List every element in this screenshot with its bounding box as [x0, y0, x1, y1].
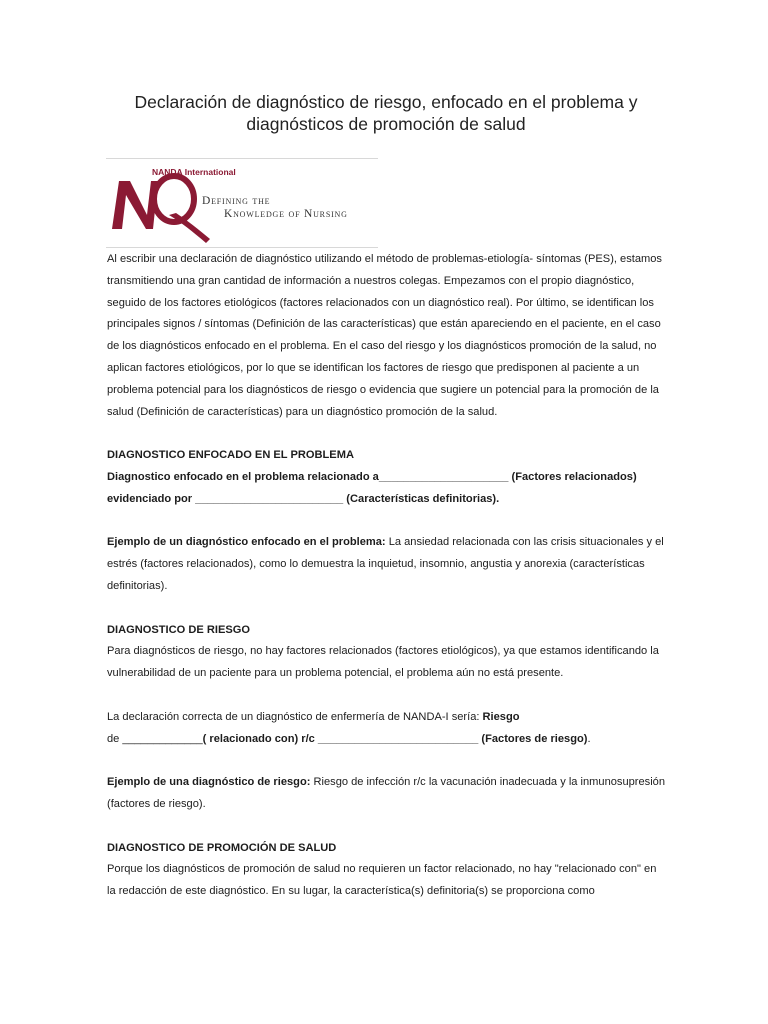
- section-heading-health-promotion: DIAGNOSTICO DE PROMOCIÓN DE SALUD: [107, 841, 337, 854]
- risk-statement: [107, 707, 667, 751]
- logo-tagline-2: Knowledge of Nursing: [224, 208, 348, 220]
- risk-example-text: Riesgo de infección r/c la vacunación inadecuada y la inmunosupresión (factores de riesgo).: [107, 776, 666, 810]
- nanda-logo: [106, 158, 378, 248]
- title-line-2: diagnósticos de promoción de salud: [246, 114, 526, 134]
- problem-example-label: Ejemplo de un diagnóstico enfocado en el problema:: [107, 536, 386, 549]
- risk-statement-end: .: [587, 732, 591, 745]
- risk-paragraph: Para diagnósticos de riesgo, no hay factores relacionados (factores etiológicos), ya que estamos identificando la vulnerabilidad de un paciente para un problema potencial, el problema aún no está presente.: [107, 645, 659, 680]
- document-body: [107, 249, 667, 903]
- page-title: [100, 91, 672, 135]
- risk-statement-pre: La declaración correcta de un diagnóstico de enfermería de NANDA-I sería:: [107, 710, 483, 723]
- section-heading-problem: DIAGNOSTICO ENFOCADO EN EL PROBLEMA: [107, 449, 354, 462]
- title-line-1: Declaración de diagnóstico de riesgo, enfocado en el problema y: [134, 92, 638, 112]
- risk-example-label: Ejemplo de una diagnóstico de riesgo:: [107, 776, 311, 789]
- problem-formula: Diagnostico enfocado en el problema relacionado a_____________________ (Factores relacionados) evidenciado por ________________________ (Características definitorias).: [107, 470, 637, 505]
- logo-tagline-1: Defining the: [202, 195, 271, 207]
- risk-example: [107, 772, 667, 816]
- risk-statement-bold-2: ( relacionado con) r/c __________________________ (Factores de riesgo): [202, 732, 588, 745]
- nq-monogram-icon: [106, 159, 378, 247]
- intro-paragraph: Al escribir una declaración de diagnóstico utilizando el método de problemas-etiología- síntomas (PES), estamos transmitiendo una gran cantidad de información a nuestros colegas. Empezamos con el propio diagnóstico, seguido de los factores etiológicos (factores relacionados con un diagnóstico real). Por último, se identifican los principales signos / síntomas (Definición de las características) que están apareciendo en el paciente, en el caso de los diagnósticos enfocado en el problema. En el caso del riesgo y los diagnósticos promoción de la salud, no aplican factores etiológicos, por lo que se identifican los factores de riesgo que predisponen al paciente a un problema potencial para los diagnósticos de riesgo o evidencia que sugiere un potencial para la promoción de la salud (Definición de características) para un diagnóstico promoción de la salud.: [107, 253, 662, 418]
- section-heading-risk: DIAGNOSTICO DE RIESGO: [107, 623, 250, 636]
- risk-statement-line2: de _____________: [107, 732, 203, 745]
- logo-org: NANDA International: [152, 167, 236, 177]
- problem-example-text: La ansiedad relacionada con las crisis situacionales y el estrés (factores relacionados), como lo demuestra la inquietud, insomnio, angustia y anorexia (características definitorias).: [107, 536, 664, 592]
- risk-statement-bold-1: Riesgo: [482, 710, 520, 723]
- problem-example: [107, 532, 667, 597]
- health-promotion-paragraph: Porque los diagnósticos de promoción de salud no requieren un factor relacionado, no hay "relacionado con" en la redacción de este diagnóstico. En su lugar, la característica(s) definitoria(s) se proporciona como: [107, 863, 657, 898]
